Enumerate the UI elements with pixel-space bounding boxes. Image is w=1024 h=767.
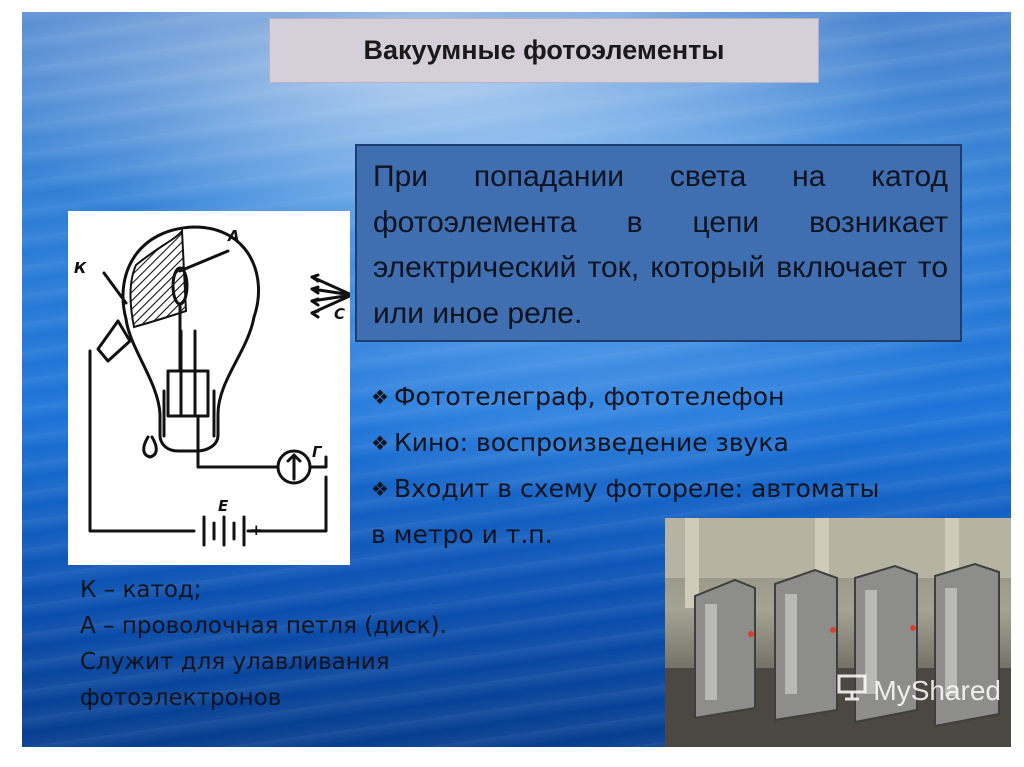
stem [168,371,208,416]
bullet-text: Фототелеграф, фототелефон [394,382,785,411]
legend-line: фотоэлектронов [80,685,282,711]
info-box [355,144,962,342]
stem-inner [181,331,195,416]
watermark-text: MyShared [873,674,1001,706]
photocell-diagram [68,211,350,565]
bullet-item [371,374,1001,420]
diamond-bullet-icon: ❖ [371,431,389,455]
label-a: А [228,227,240,245]
ray-arrows [312,275,318,317]
label-c: С [334,305,346,323]
bulb-tip [144,437,157,457]
label-plus: + [250,521,263,539]
slide-title: Вакуумные фотоэлементы [363,35,725,65]
bullet-item [371,420,1001,466]
legend [80,572,550,716]
cathode-hatched [131,231,187,327]
diamond-bullet-icon: ❖ [371,477,389,501]
presentation-icon [837,672,867,709]
legend-line: Служит для улавливания [80,649,390,675]
info-text: При попадании света на катод фотоэлемента в цепи возникает электрический ток, который включает то или иное реле. [373,160,948,330]
legend-line: А – проволочная петля (диск). [80,613,447,639]
watermark [837,672,1001,709]
battery [204,517,244,545]
label-k: К [74,259,87,277]
label-minus: – [182,521,190,539]
slide [22,12,1011,747]
anode-wire [180,251,228,371]
legend-line: К – катод; [80,577,202,603]
photocell-circuit-svg [68,211,350,565]
title-box [269,18,819,83]
label-g: Г [312,443,322,461]
bullet-item [371,466,1001,512]
cathode-contact [98,321,130,361]
bullet-continuation: в метро и т.п. [371,520,553,549]
bullet-text: Входит в схему фотореле: автоматы [394,474,880,503]
bullet-text: Кино: воспроизведение звука [394,428,789,457]
label-e: Е [218,497,229,515]
turnstiles-illustration [665,518,1011,747]
metro-turnstiles-photo [665,518,1011,747]
diamond-bullet-icon: ❖ [371,385,389,409]
